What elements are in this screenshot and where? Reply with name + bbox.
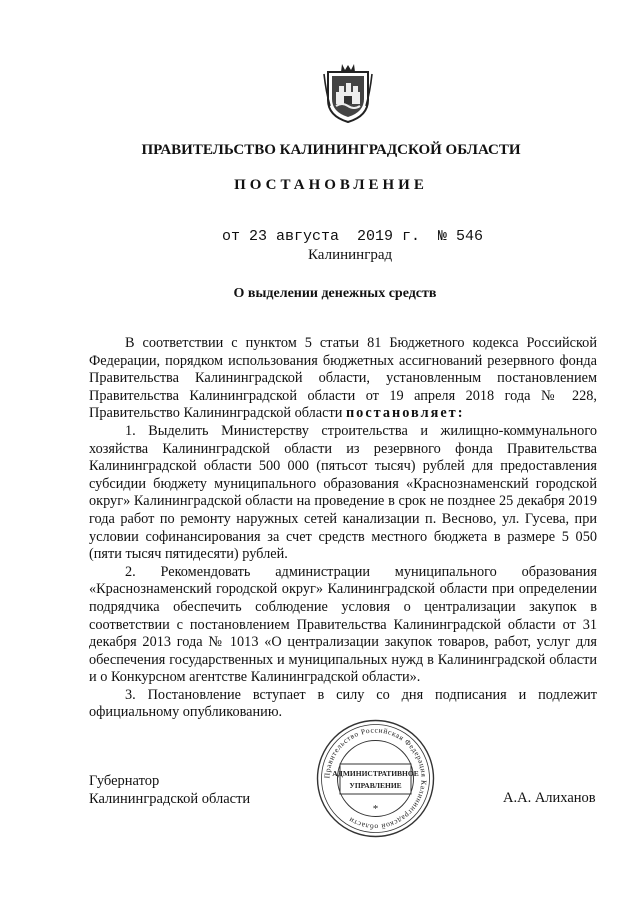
official-seal-stamp — [313, 716, 438, 841]
document-date-number: от 23 августа 2019 г. № 546 — [222, 228, 484, 245]
stamp-ring-text: Правительство Российская Федерация Калининградской области — [322, 725, 429, 832]
stamp-star-icon: * — [372, 803, 379, 815]
stamp-center-line-1: АДМИНИСТРАТИВНОЕ — [332, 769, 419, 778]
document-city: Калининград — [308, 247, 393, 263]
body-item-2: 2. Рекомендовать администрации муниципального образования «Краснознаменский городской округ» Калининградской области при определении подрядчика обеспечить соблюдение условия о централизации закупок в соответствии с постановлением Правительства Калининградской области от 31 декабря 2013 года № 1013 «О централизации закупок товаров, работ, услуг для обеспечения государственных и муниципальных нужд в Калининградской области и о Конкурсном агентстве Калининградской области». — [89, 563, 597, 686]
document-type-title: ПОСТАНОВЛЕНИЕ — [234, 177, 428, 193]
body-item-3: 3. Постановление вступает в силу со дня подписания и подлежит официальному опубликованию. — [89, 686, 597, 721]
coat-of-arms-emblem — [322, 62, 374, 124]
signatory-position — [89, 772, 250, 808]
intro-text: В соответствии с пунктом 5 статьи 81 Бюджетного кодекса Российской Федерации, порядком использования бюджетных ассигнований резервного фонда Правительства Калининградской области, установленным постановлением Правительства Калининградской области от 19 апреля 2018 года № 228, Правительство Калининградской области — [89, 335, 597, 422]
position-line-2: Калининградской области — [89, 791, 251, 807]
stamp-center-line-2: УПРАВЛЕНИЕ — [349, 781, 402, 790]
document-subject: О выделении денежных средств — [233, 286, 437, 301]
body-intro-paragraph — [89, 335, 597, 423]
government-title: ПРАВИТЕЛЬСТВО КАЛИНИНГРАДСКОЙ ОБЛАСТИ — [141, 142, 521, 158]
svg-text:Правительство Российская Федер — [322, 725, 428, 831]
document-body — [89, 335, 597, 722]
signatory-name: А.А. Алиханов — [503, 790, 596, 806]
resolves-keyword: постановляет: — [345, 405, 465, 422]
body-item-1: 1. Выделить Министерству строительства и жилищно-коммунального хозяйства Калининградской области из резервного фонда Правительства Калининградской области 500 000 (пятьсот тысяч) рублей для предоставления субсидии бюджету муниципального образования «Краснознаменский городской округ» Калининградской области на проведение в срок не позднее 25 декабря 2019 года работ по ремонту наружных сетей канализации п. Весново, ул. Гусева, при условии софинансирования за счет средств местного бюджета в размере 5 050 (пяти тысяч пятидесяти) рублей. — [89, 422, 597, 563]
position-line-1: Губернатор — [89, 773, 160, 789]
